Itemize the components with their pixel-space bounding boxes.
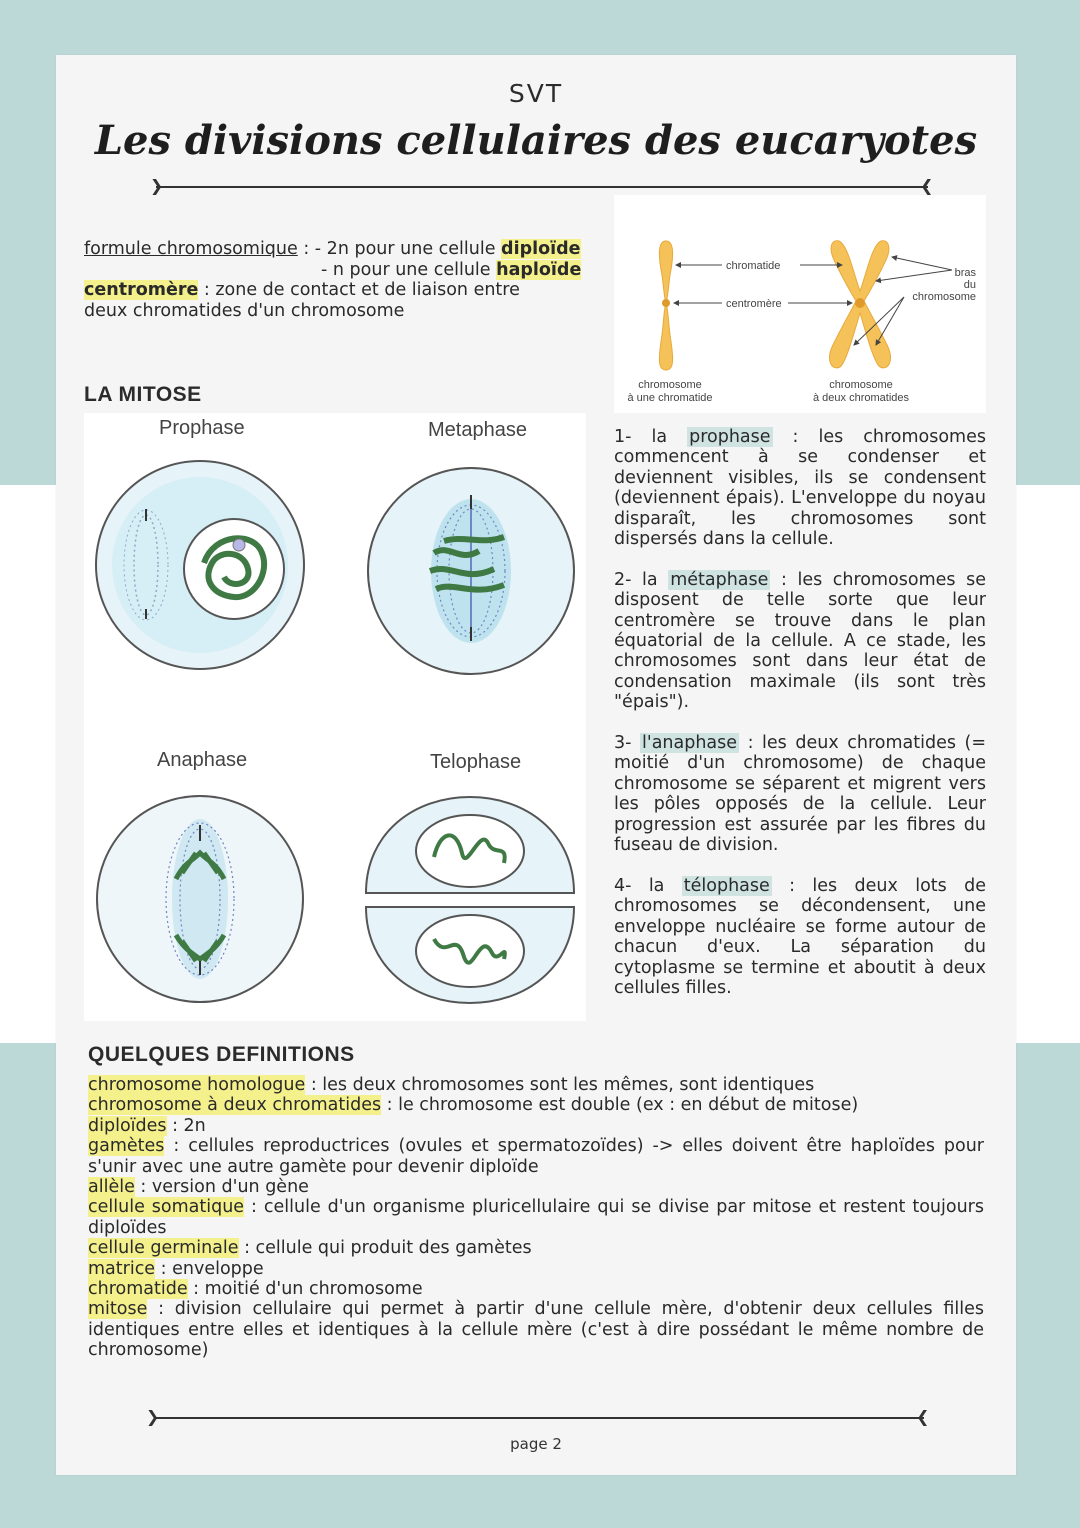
bottom-divider-line [154,1417,924,1419]
label-bras-3: chromosome [912,291,976,303]
metaphase-cell [368,468,574,674]
definition-item: chromatide : moitié d'un chromosome [88,1279,423,1300]
top-divider-left-chevron-icon: ❯ [150,176,164,195]
definition-item: gamètes : cellules reproductrices (ovules et spermatozoïdes) -> elles doivent être haploïdes pour s'unir avec une autre gamète pour devenir diploïde [88,1136,984,1177]
two-chromatid-chromosome [830,241,891,368]
prophase-cell [96,461,304,669]
centromere-dot-right [855,298,865,308]
step-metaphase: 2- la métaphase : les chromosomes se disposent de telle sorte que leur centromère se trouve dans le plan équatorial de la cellule. A ce stade, les chromosomes sont dans leur état de condensation maximale (ils sont très "épais"). [614,569,986,713]
top-divider-line [156,186,928,188]
subject-heading: SVT [508,79,564,108]
mitosis-steps [614,427,986,1019]
haploid-term: haploïde [496,259,582,280]
mitosis-phases-svg [84,413,586,1021]
diploid-term: diploïde [501,239,581,259]
chromosome-diagram [614,195,986,413]
chromosome-diagram-svg [614,195,986,413]
intro-definitions [84,239,604,321]
formula-line-2 [84,260,604,281]
step-term-anaphase: l'anaphase [642,733,738,754]
label-left-2: à une chromatide [627,392,713,404]
definition-item: diploïdes : 2n [88,1115,206,1136]
definition-item: chromosome homologue : les deux chromosomes sont les mêmes, sont identiques [88,1075,815,1095]
definition-item: matrice : enveloppe [88,1258,264,1279]
definitions-list [88,1075,984,1361]
anaphase-cell [97,796,303,1002]
page-number: page 2 [510,1435,562,1453]
formula-sep: : - 2n pour une cellule [297,239,502,259]
centromere-def-1: : zone de contact et de liaison entre [198,280,520,300]
step-term-metaphase: métaphase [670,569,769,590]
bottom-divider-left-chevron-icon: ❯ [146,1407,160,1426]
label-left-1: chromosome [638,379,702,391]
definition-item: cellule somatique : cellule d'un organisme pluricellulaire qui se divise par mitose et restent toujours diploïdes [88,1197,984,1238]
telophase-cell [366,797,574,1003]
centromere-line-1 [84,280,604,301]
single-chromatid-chromosome [659,241,672,370]
formula-line2-prefix: - n pour une cellule [321,259,497,280]
definition-item: mitose : division cellulaire qui permet à partir d'une cellule mère, d'obtenir deux cellules filles identiques entre elles et identiques à la cellule mère (c'est à dire possédant le même nombre de chromosome) [88,1299,984,1361]
bottom-divider-right-chevron-icon: ❮ [916,1407,930,1426]
label-right-1: chromosome [829,379,893,391]
mitose-heading: LA MITOSE [84,383,202,406]
page-title: Les divisions cellulaires des eucaryotes [94,117,978,164]
label-centromere: centromère [726,298,782,310]
label-chromatide: chromatide [726,260,781,272]
step-term-telophase: télophase [683,875,770,896]
telophase-label: Telophase [430,751,522,773]
centromere-term: centromère [84,280,199,300]
step-prophase: 1- la prophase : les chromosomes commencent à se condenser et deviennent visibles, ils se condensent (deviennent épais). L'enveloppe du noyau disparaît, les chromosomes sont dispersés dans la cellule. [614,427,986,550]
definition-item: cellule germinale : cellule qui produit des gamètes [88,1238,532,1259]
document-page [56,55,1016,1475]
definitions-heading: QUELQUES DEFINITIONS [88,1043,355,1066]
definition-item: chromosome à deux chromatides : le chromosome est double (ex : en début de mitose) [88,1095,859,1116]
metaphase-label: Metaphase [428,419,527,441]
anaphase-label: Anaphase [157,749,248,771]
label-bras-1: bras [954,267,976,279]
centromere-dot-left [662,299,670,307]
top-divider-right-chevron-icon: ❮ [920,176,934,195]
mitosis-phases-illustration [84,413,586,1021]
formula-line-1 [84,239,604,260]
step-anaphase: 3- l'anaphase : les deux chromatides (= moitié d'un chromosome) de chaque chromosome se séparent et migrent vers les pôles opposés de la cellule. Leur progression est assurée par les fibres du fuseau de division. [614,733,986,856]
prophase-label: Prophase [159,417,245,439]
label-right-2: à deux chromatides [813,392,909,404]
formula-term: formule chromosomique [84,239,298,259]
centromere-line-2: deux chromatides d'un chromosome [84,300,405,321]
label-bras-2: du [963,279,976,291]
step-telophase: 4- la télophase : les deux lots de chromosomes se décondensent, une enveloppe nucléaire se forme autour de chacun d'eux. La séparation du cytoplasme se termine et aboutit à deux cellules filles. [614,875,986,998]
step-term-prophase: prophase [689,427,771,447]
definition-item: allèle : version d'un gène [88,1177,309,1198]
